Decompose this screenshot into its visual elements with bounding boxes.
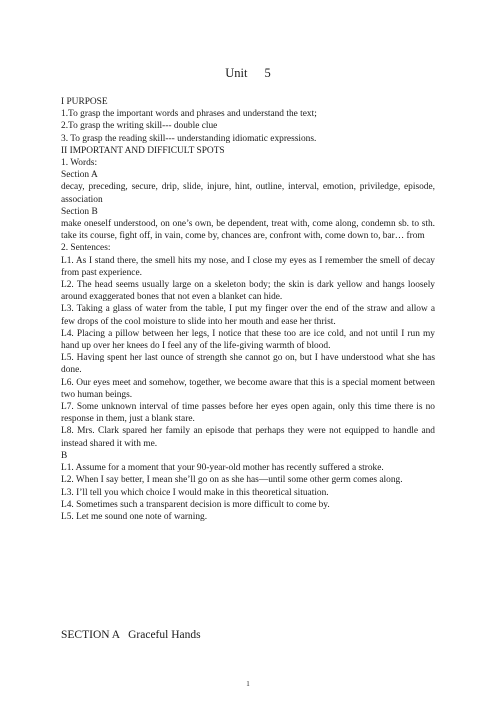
- sentence-a: L1. As I stand there, the smell hits my nose, and I close my eyes as I remember the smell of decay from past experience.: [61, 255, 435, 278]
- sentence-b: L4. Sometimes such a transparent decision is more difficult to come by.: [61, 499, 330, 510]
- sentence-a: L5. Having spent her last ounce of strength she cannot go on, but I have understood what she has done.: [61, 353, 435, 376]
- purpose-item: 1.To grasp the important words and phrases and understand the text;: [61, 109, 317, 120]
- section-a-label: SECTION A: [61, 629, 121, 641]
- section-a-label: Section A: [61, 170, 98, 181]
- sentence-b: L2. When I say better, I mean she’ll go on as she has—until some other germ comes along.: [61, 475, 403, 486]
- sentence-a: L4. Placing a pillow between her legs, I notice that these too are ice cold, and not until I run my hand up over her knees do I feel any of the life-giving warmth of blood.: [61, 328, 435, 352]
- sentences-heading: 2. Sentences:: [61, 243, 111, 254]
- sentence-a: L8. Mrs. Clark spared her family an episode that perhaps they were not equipped to handle and instead shared it with me.: [61, 426, 435, 449]
- sentence-a: L6. Our eyes meet and somehow, together, we become aware that this is a special moment between two human beings.: [61, 377, 435, 400]
- sentence-b: L5. Let me sound one note of warning.: [61, 511, 208, 522]
- section-a-title: Graceful Hands: [128, 629, 201, 641]
- section-b-label: Section B: [61, 206, 98, 217]
- unit-title: Unit 5: [225, 66, 271, 80]
- section-a-words: decay, preceding, secure, drip, slide, injure, hint, outline, interval, emotion, priviledge, episode, association: [61, 182, 435, 205]
- section-a-heading: [61, 629, 201, 641]
- sentence-a: L2. The head seems usually large on a skeleton body; the skin is dark yellow and hangs loosely around exaggerated bones that not even a blanket can hide.: [61, 280, 435, 303]
- purpose-item: 3. To grasp the reading skill--- understanding idiomatic expressions.: [61, 133, 317, 144]
- important-heading: II IMPORTANT AND DIFFICULT SPOTS: [61, 145, 225, 156]
- sentence-a: L3. Taking a glass of water from the table, I put my finger over the end of the straw and allow a few drops of the cool moisture to slide into her mouth and ease her thrist.: [61, 304, 435, 327]
- sentence-a: L7. Some unknown interval of time passes before her eyes open again, only this time there is no response in them, just a blank stare.: [61, 402, 435, 425]
- sentence-b: L1. Assume for a moment that your 90-year-old mother has recently suffered a stroke.: [61, 463, 384, 474]
- purpose-item: 2.To grasp the writing skill--- double clue: [61, 121, 218, 132]
- sentence-b: L3. I’ll tell you which choice I would make in this theoretical situation.: [61, 487, 329, 498]
- purpose-heading: I PURPOSE: [61, 97, 108, 107]
- words-heading: 1. Words:: [61, 158, 98, 169]
- page-content: [61, 96, 435, 523]
- section-b-words: make oneself understood, on one’s own, be dependent, treat with, come along, condemn sb. to sth. take its course, fight off, in vain, come by, chances are, confront with, come down to, bar… from: [61, 219, 435, 242]
- section-b-sentences-label: B: [61, 450, 68, 461]
- page-number: 1: [246, 680, 250, 688]
